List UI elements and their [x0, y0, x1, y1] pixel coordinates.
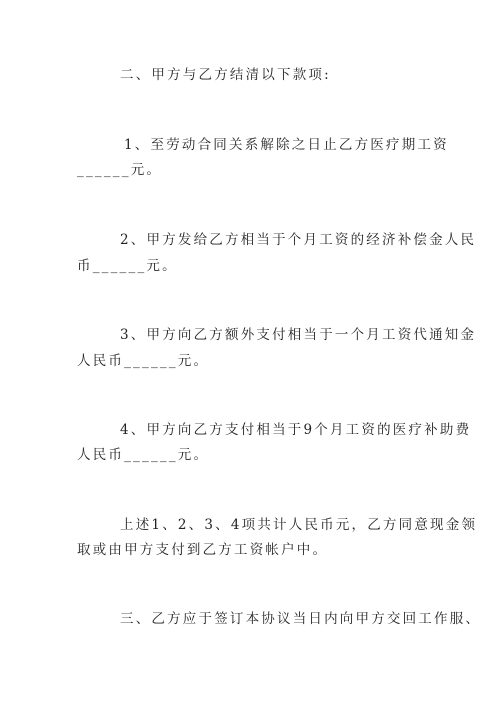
paragraph-item-4-line-2: 人民币______元。	[77, 447, 210, 463]
paragraph-summary-line-2: 取或由甲方支付到乙方工资帐户中。	[77, 542, 329, 558]
paragraph-item-3-line-2: 人民币______元。	[77, 353, 210, 369]
paragraph-item-2-line-2: 币______元。	[77, 258, 178, 274]
paragraph-item-2-line-1: 2、甲方发给乙方相当于个月工资的经济补偿金人民	[120, 232, 477, 248]
paragraph-summary-line-1: 上述1、2、3、4项共计人民币元，乙方同意现金领	[120, 517, 478, 533]
paragraph-item-3-line-1: 3、甲方向乙方额外支付相当于一个月工资代通知金	[120, 327, 477, 343]
section-heading-3: 三、乙方应于签订本协议当日内向甲方交回工作服、	[120, 611, 482, 627]
paragraph-item-1-line-2: ______元。	[77, 162, 163, 178]
paragraph-item-4-line-1: 4、甲方向乙方支付相当于9个月工资的医疗补助费	[120, 422, 472, 438]
paragraph-item-1-line-1: 1、至劳动合同关系解除之日止乙方医疗期工资	[124, 137, 449, 153]
section-heading-2: 二、甲方与乙方结清以下款项:	[120, 67, 331, 83]
